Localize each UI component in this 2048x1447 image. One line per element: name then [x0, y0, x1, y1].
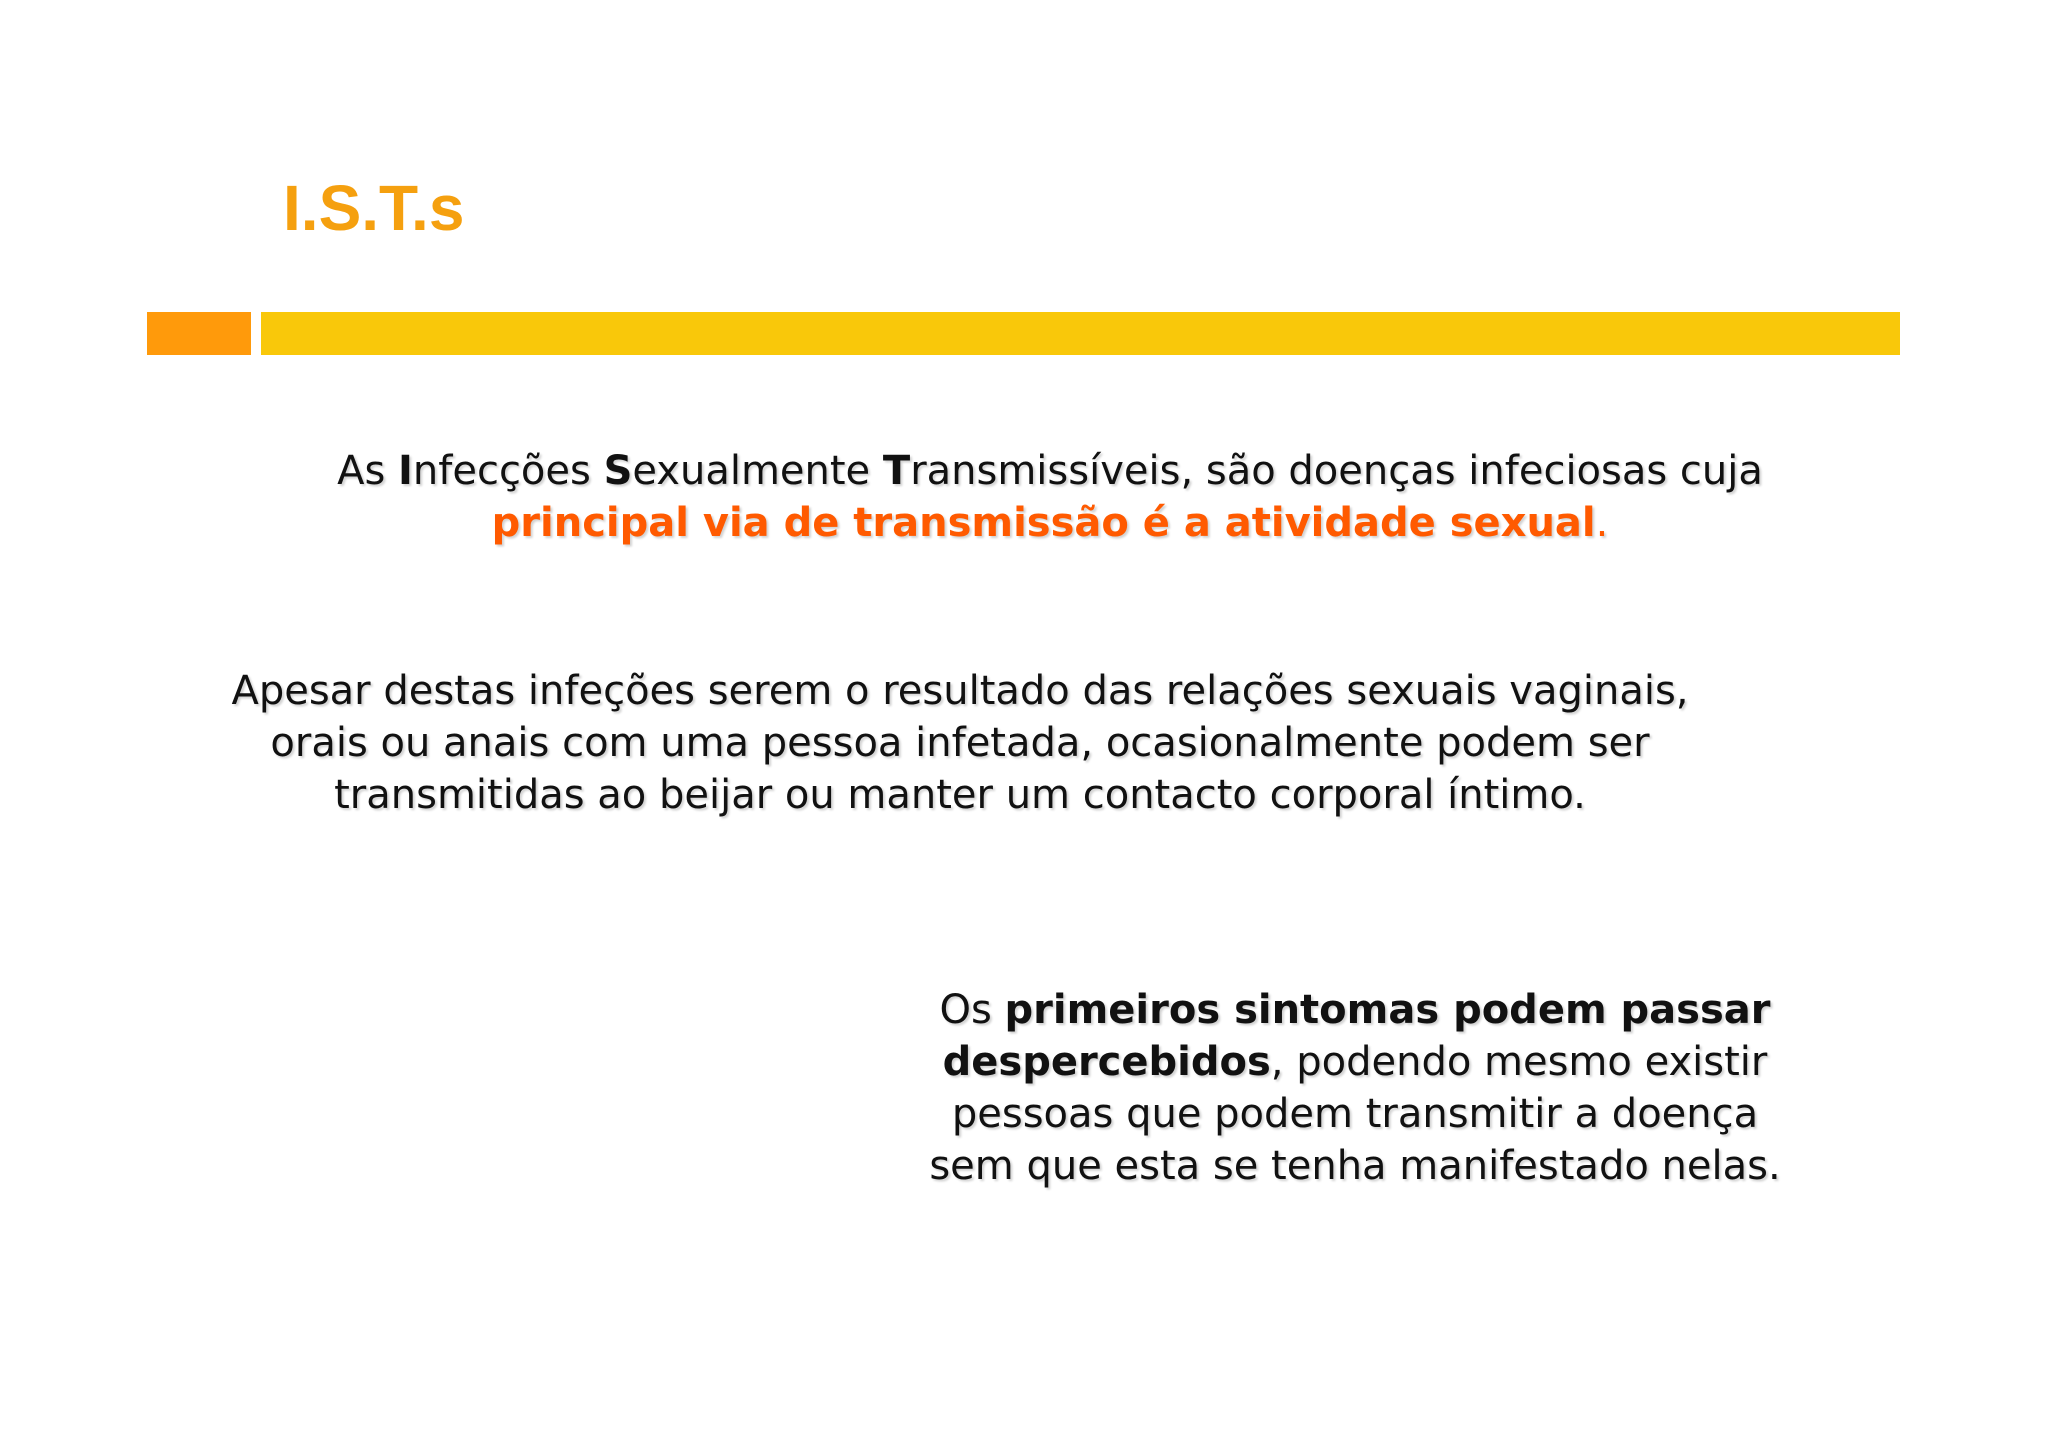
acronym-letter-s: S	[603, 448, 633, 494]
symptoms-line-3: pessoas que podem transmitir a doença	[951, 1091, 1759, 1137]
accent-bar-yellow	[261, 312, 1900, 355]
slide-title: I.S.T.s	[283, 172, 465, 244]
definition-text: exualmente	[632, 448, 883, 494]
transmission-line-2: orais ou anais com uma pessoa infetada, ocasionalmente podem ser	[270, 720, 1650, 766]
transmission-line-1: Apesar destas infeções serem o resultado das relações sexuais vaginais,	[231, 668, 1689, 714]
transmission-highlight: principal via de transmissão é a atividade sexual	[491, 500, 1596, 546]
symptoms-bold-1: primeiros sintomas podem passar	[1004, 987, 1771, 1033]
accent-bar-orange	[147, 312, 251, 355]
symptoms-bold-2: despercebidos	[942, 1039, 1271, 1085]
definition-text: As	[337, 448, 399, 494]
symptoms-line-4: sem que esta se tenha manifestado nelas.	[929, 1143, 1781, 1189]
symptoms-text-1: , podendo mesmo existir	[1270, 1039, 1768, 1085]
definition-text: nfecções	[412, 448, 604, 494]
acronym-letter-t: T	[882, 448, 911, 494]
symptoms-paragraph	[855, 984, 1855, 1192]
transmission-paragraph	[210, 665, 1710, 821]
definition-text: ransmissíveis, são doenças infeciosas cuja	[910, 448, 1763, 494]
definition-end: .	[1595, 500, 1609, 546]
acronym-letter-i: I	[398, 448, 413, 494]
definition-paragraph	[300, 445, 1800, 549]
transmission-line-3: transmitidas ao beijar ou manter um contacto corporal íntimo.	[334, 772, 1586, 818]
symptoms-lead: Os	[939, 987, 1005, 1033]
